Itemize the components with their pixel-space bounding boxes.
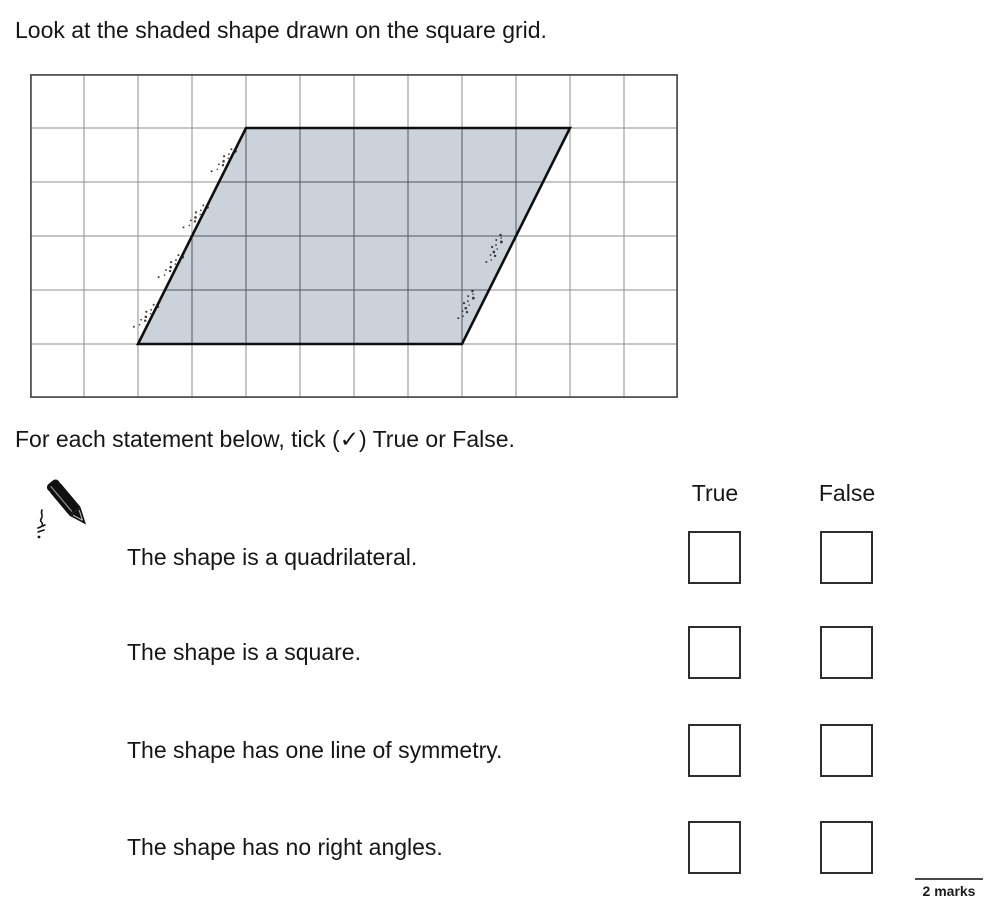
statement-quadrilateral: The shape is a quadrilateral. xyxy=(127,544,418,570)
statement-symmetry: The shape has one line of symmetry. xyxy=(127,737,503,763)
statement-right-angles: The shape has no right angles. xyxy=(127,834,443,860)
ink-scribble xyxy=(38,510,45,538)
marks-rule xyxy=(915,878,983,880)
marks-label: 2 marks xyxy=(922,883,976,899)
pencil-icon-svg xyxy=(28,470,108,548)
square-grid-figure xyxy=(30,74,678,398)
parallelogram-on-grid xyxy=(30,74,678,398)
question-title: Look at the shaded shape drawn on the square grid. xyxy=(15,17,547,43)
tickbox-true-quadrilateral[interactable] xyxy=(688,531,741,584)
tickbox-false-quadrilateral[interactable] xyxy=(820,531,873,584)
tickbox-false-symmetry[interactable] xyxy=(820,724,873,777)
instruction-text: For each statement below, tick (✓) True or False. xyxy=(15,426,515,452)
tickbox-false-square[interactable] xyxy=(820,626,873,679)
tickbox-true-right-angles[interactable] xyxy=(688,821,741,874)
false-column-header: False xyxy=(818,480,876,506)
pencil-icon xyxy=(28,470,108,548)
true-column-header: True xyxy=(691,480,739,506)
tickbox-false-right-angles[interactable] xyxy=(820,821,873,874)
tickbox-true-square[interactable] xyxy=(688,626,741,679)
statement-square: The shape is a square. xyxy=(127,639,361,665)
tickbox-true-symmetry[interactable] xyxy=(688,724,741,777)
